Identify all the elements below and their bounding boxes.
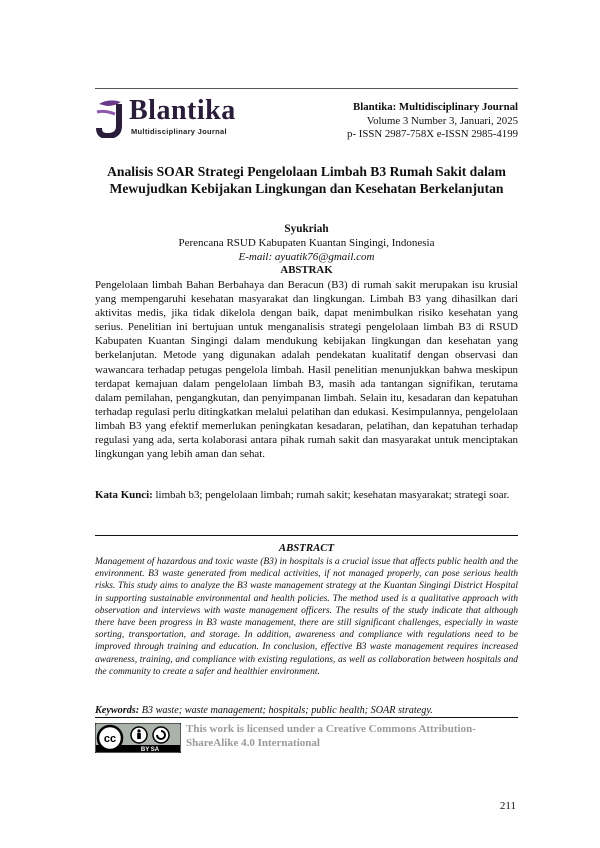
abstrak-text: Pengelolaan limbah Bahan Berbahaya dan Beracun (B3) di rumah sakit merupakan isu krusial yang mempengaruhi kesehatan masyarakat dan lingkungan. Limbah B3 yang dihasilkan dari aktivitas medis, jika tidak dikelola dengan baik, dapat menimbulkan risiko kesehatan yang serius. Penelitian ini bertujuan untuk menganalisis strategi pengelolaan limbah B3 di RSUD Kabupaten Kuantan Singingi dalam mendukung kebijakan lingkungan dan kesehatan yang berkelanjutan. Metode yang digunakan adalah pendekatan kualitatif dengan observasi dan wawancara terhadap petugas pengelola limbah. Hasil penelitian menunjukkan bahwa meskipun terdapat kemajuan dalam pengelolaan limbah B3, masih ada tantangan signifikan, terutama dalam pemilahan, pengangkutan, dan penyimpanan limbah. Selain itu, kesadaran dan kepatuhan terhadap regulasi perlu ditingkatkan melalui pelatihan dan edukasi. Kesimpulannya, pengelolaan limbah B3 yang efektif memerlukan peningkatan kesadaran, pelatihan, dan kepatuhan terhadap regulasi yang ada, serta kolaborasi antara pihak rumah sakit dan masyarakat untuk menciptakan lingkungan yang lebih aman dan sehat. [95, 279, 518, 461]
logo-wordmark: Blantika [129, 95, 236, 126]
journal-name: Blantika: Multidisciplinary Journal [353, 101, 518, 113]
paper-title-line-2: Mewujudkan Kebijakan Lingkungan dan Kesehatan Berkelanjutan [109, 181, 504, 196]
cc-badge-text: cc [103, 733, 117, 745]
kata-kunci [95, 488, 518, 502]
paper-title-line-1: Analisis SOAR Strategi Pengelolaan Limbah B3 Rumah Sakit dalam [107, 164, 506, 179]
cc-badge-sub: BY SA [140, 747, 160, 753]
journal-volume: Volume 3 Number 3, Januari, 2025 [366, 114, 518, 127]
section-divider [95, 535, 518, 536]
kata-kunci-values: limbah b3; pengelolaan limbah; rumah sakit; kesehatan masyarakat; strategi soar. [155, 489, 510, 501]
license-text-line-1: This work is licensed under a Creative Commons Attribution- [186, 723, 476, 735]
logo-subtitle: Multidisciplinary Journal [131, 127, 227, 136]
author-email: E-mail: ayuatik76@gmail.com [238, 251, 375, 263]
page-number: 211 [499, 800, 516, 812]
journal-logo [95, 95, 265, 140]
keywords [95, 705, 518, 716]
license-divider [95, 717, 518, 718]
paper-title [95, 163, 518, 197]
journal-info [347, 101, 518, 142]
cc-by-sa-icon[interactable] [95, 723, 181, 753]
author-name: Syukriah [284, 223, 329, 235]
license-text-line-2: ShareAlike 4.0 International [186, 737, 320, 749]
journal-issn: p- ISSN 2987-758X e-ISSN 2985-4199 [347, 128, 518, 140]
logo-mark-icon [95, 98, 131, 138]
abstract-heading: ABSTRACT [278, 542, 335, 554]
kata-kunci-label: Kata Kunci: [95, 489, 153, 501]
keywords-label: Keywords: [95, 705, 140, 716]
header-rule [95, 88, 518, 89]
author-affiliation: Perencana RSUD Kabupaten Kuantan Singingi, Indonesia [178, 237, 435, 249]
abstrak-heading: ABSTRAK [280, 264, 333, 276]
license-text[interactable] [186, 722, 521, 750]
abstract-text: Management of hazardous and toxic waste (B3) in hospitals is a crucial issue that affects public health and the environment. B3 waste generated from medical activities, if not managed properly, can pose serious health risks. This study aims to analyze the B3 waste management strategy at the Kuantan Singingi District Hospital in supporting sustainable environmental and health policies. The method used is a qualitative approach with observation and interviews with waste management officers. The results of the study indicate that although there have been progress in B3 waste management, there are still significant challenges, especially in waste sorting, transportation, and storage. In addition, awareness and compliance with regulations need to be improved through training and education. In conclusion, effective B3 waste management requires increased awareness, training, and compliance with existing regulations, as well as collaboration between hospitals and the community to create a safer and healthier environment. [95, 557, 518, 677]
keywords-values: B3 waste; waste management; hospitals; public health; SOAR strategy. [141, 705, 433, 716]
